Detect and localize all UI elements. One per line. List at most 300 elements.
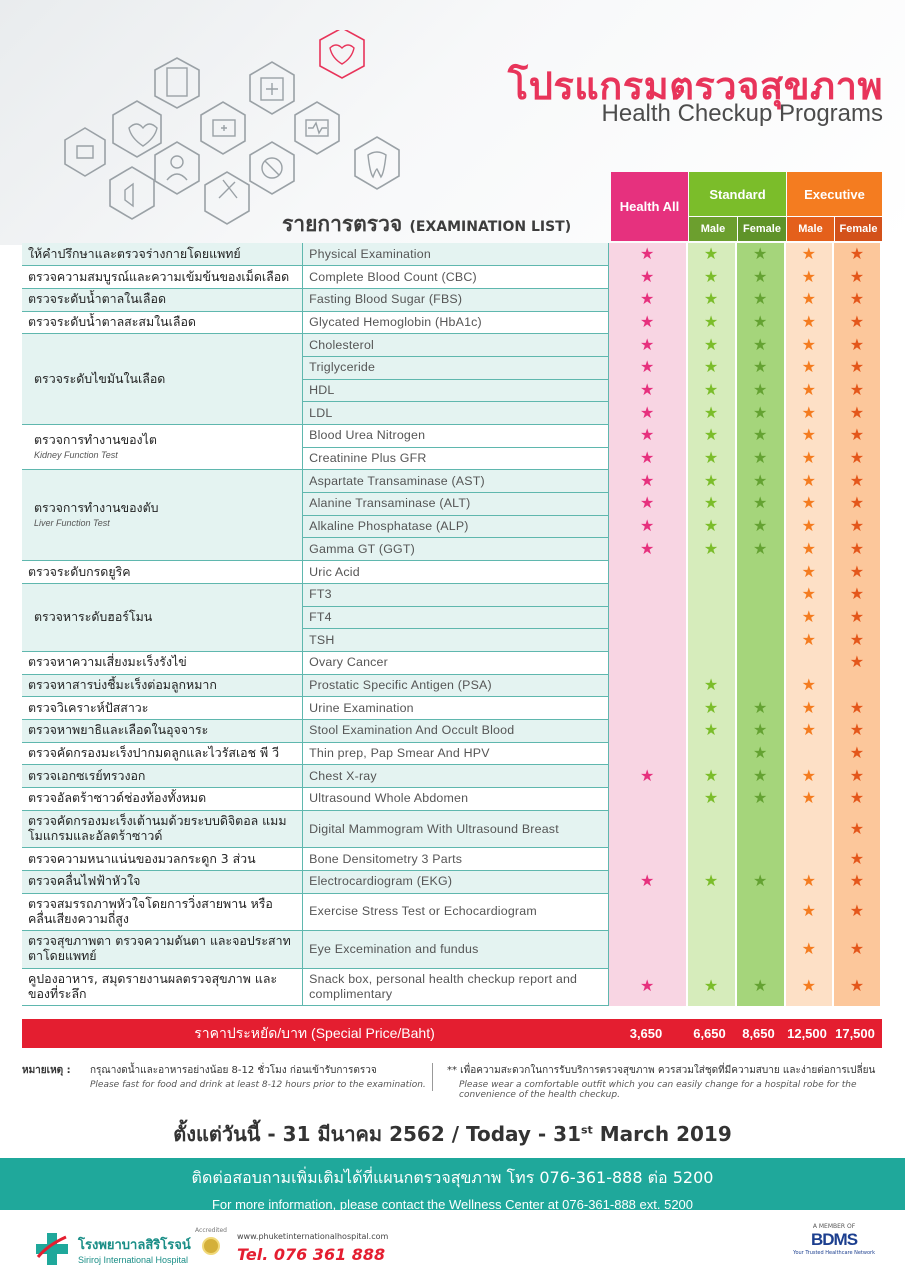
cell-executive-female xyxy=(833,893,881,931)
cell-standard-female xyxy=(736,765,785,788)
date-suffix: st xyxy=(581,1123,593,1137)
cell-standard-male xyxy=(687,674,736,697)
date-end: March 2019 xyxy=(592,1122,732,1146)
star-icon: ★ xyxy=(703,720,719,740)
star-icon: ★ xyxy=(849,848,865,868)
table-row xyxy=(22,697,881,720)
cell-standard-male xyxy=(687,515,736,538)
cell-executive-female xyxy=(833,583,881,606)
cell-health-all xyxy=(608,765,686,788)
accreditation-badge xyxy=(193,1227,229,1255)
exam-name-english: Prostatic Specific Antigen (PSA) xyxy=(303,674,609,697)
star-icon: ★ xyxy=(703,493,719,513)
cell-standard-male xyxy=(687,356,736,379)
cell-executive-female xyxy=(833,425,881,448)
cell-health-all xyxy=(608,606,686,629)
cell-executive-male xyxy=(785,893,833,931)
cell-executive-female xyxy=(833,674,881,697)
cell-executive-male xyxy=(785,765,833,788)
exam-name-english: Uric Acid xyxy=(303,561,609,584)
cell-health-all xyxy=(608,470,686,493)
exam-name-english: Aspartate Transaminase (AST) xyxy=(303,470,609,493)
star-icon: ★ xyxy=(703,243,719,263)
exam-thai-label: ตรวจคัดกรองมะเร็งเต้านมด้วยระบบดิจิตอล แมมโมแกรมและอัลตร้าซาวด์ xyxy=(28,813,287,843)
bdms-member-label: A MEMBER OF xyxy=(812,1223,856,1230)
star-icon: ★ xyxy=(703,289,719,309)
star-icon: ★ xyxy=(801,697,816,717)
exam-english-subtitle: Kidney Function Test xyxy=(34,450,118,461)
price-label: ราคาประหยัด/บาท (Special Price/Baht) xyxy=(194,1024,435,1041)
examination-list-heading xyxy=(282,208,571,241)
table-row xyxy=(22,893,881,931)
cell-standard-male xyxy=(687,848,736,871)
star-icon: ★ xyxy=(753,788,768,808)
hospital-cross-icon xyxy=(32,1229,72,1269)
star-icon: ★ xyxy=(703,357,719,377)
cell-health-all xyxy=(608,788,686,811)
exam-thai-label: ตรวจสมรรถภาพหัวใจโดยการวิ่งสายพาน หรือคลื่นเสียงความถี่สูง xyxy=(28,895,273,926)
cell-standard-female xyxy=(736,697,785,720)
cell-health-all xyxy=(608,402,686,425)
star-icon: ★ xyxy=(801,380,816,400)
star-icon: ★ xyxy=(640,765,655,785)
star-icon: ★ xyxy=(640,493,655,513)
exam-name-thai xyxy=(22,243,303,266)
cell-health-all xyxy=(608,561,686,584)
cell-health-all xyxy=(608,583,686,606)
cell-health-all xyxy=(608,334,686,357)
notes-divider xyxy=(432,1063,433,1091)
exam-thai-label: ตรวจสุขภาพตา ตรวจความดันตา และจอประสาทตาโดยแพทย์ xyxy=(28,933,291,964)
exam-english-subtitle: Liver Function Test xyxy=(34,518,110,529)
exam-name-thai xyxy=(22,697,303,720)
star-icon: ★ xyxy=(640,538,655,558)
table-row xyxy=(22,583,881,606)
price-executive-female: 17,500 xyxy=(835,1026,875,1041)
star-icon: ★ xyxy=(801,901,816,921)
cell-executive-male xyxy=(785,425,833,448)
hospital-name-thai: โรงพยาบาลสิริโรจน์ xyxy=(78,1237,191,1253)
star-icon: ★ xyxy=(849,584,865,604)
star-icon: ★ xyxy=(801,493,816,513)
cell-executive-male xyxy=(785,402,833,425)
cell-standard-female xyxy=(736,288,785,311)
cell-health-all xyxy=(608,379,686,402)
star-icon: ★ xyxy=(849,871,865,891)
cell-health-all xyxy=(608,848,686,871)
exam-name-english: Cholesterol xyxy=(303,334,609,357)
cell-health-all xyxy=(608,243,686,266)
star-icon: ★ xyxy=(640,470,655,490)
star-icon: ★ xyxy=(801,538,816,558)
cell-executive-female xyxy=(833,356,881,379)
star-icon: ★ xyxy=(849,788,865,808)
star-icon: ★ xyxy=(801,266,816,286)
cell-executive-female xyxy=(833,266,881,289)
table-row xyxy=(22,719,881,742)
cell-health-all xyxy=(608,425,686,448)
star-icon: ★ xyxy=(801,720,816,740)
cell-standard-male xyxy=(687,447,736,470)
cell-executive-male xyxy=(785,447,833,470)
star-icon: ★ xyxy=(640,516,655,536)
hospital-logo[interactable] xyxy=(32,1229,191,1269)
cell-standard-male xyxy=(687,561,736,584)
cell-health-all xyxy=(608,719,686,742)
star-icon: ★ xyxy=(801,788,816,808)
star-icon: ★ xyxy=(849,901,865,921)
star-icon: ★ xyxy=(849,493,865,513)
cell-standard-female xyxy=(736,402,785,425)
cell-standard-female xyxy=(736,538,785,561)
table-row xyxy=(22,334,881,357)
exam-name-thai xyxy=(22,674,303,697)
star-icon: ★ xyxy=(640,289,655,309)
cell-health-all xyxy=(608,538,686,561)
exam-name-english: HDL xyxy=(303,379,609,402)
cell-executive-female xyxy=(833,606,881,629)
cell-standard-female xyxy=(736,425,785,448)
cell-health-all xyxy=(608,651,686,674)
star-icon: ★ xyxy=(753,380,768,400)
star-icon: ★ xyxy=(849,266,865,286)
star-icon: ★ xyxy=(753,470,768,490)
cell-standard-male xyxy=(687,266,736,289)
star-icon: ★ xyxy=(801,938,816,958)
table-row xyxy=(22,651,881,674)
exam-name-english: Blood Urea Nitrogen xyxy=(303,425,609,448)
star-icon: ★ xyxy=(753,266,768,286)
price-standard-male: 6,650 xyxy=(693,1026,726,1041)
exam-name-thai xyxy=(22,719,303,742)
exam-name-english: Ultrasound Whole Abdomen xyxy=(303,788,609,811)
star-icon: ★ xyxy=(703,425,719,445)
star-icon: ★ xyxy=(703,765,719,785)
exam-name-english: FT4 xyxy=(303,606,609,629)
cell-health-all xyxy=(608,447,686,470)
cell-standard-male xyxy=(687,719,736,742)
cell-standard-female xyxy=(736,515,785,538)
cell-standard-female xyxy=(736,651,785,674)
table-row xyxy=(22,742,881,765)
cell-executive-female xyxy=(833,243,881,266)
cell-standard-male xyxy=(687,931,736,969)
date-text: ตั้งแต่วันนี้ - 31 มีนาคม 2562 / Today - 31 xyxy=(173,1122,581,1146)
star-icon: ★ xyxy=(801,976,816,996)
price-row xyxy=(22,1019,882,1048)
star-icon: ★ xyxy=(703,788,719,808)
cell-standard-female xyxy=(736,848,785,871)
star-icon: ★ xyxy=(849,425,865,445)
star-icon: ★ xyxy=(849,311,865,331)
note-outfit-english: Please wear a comfortable outfit which you can easily change for a hospital robe for the convenience of the health checkup. xyxy=(459,1080,857,1100)
exam-thai-label: ตรวจการทำงานของตับ xyxy=(34,500,159,516)
exam-name-english: Physical Examination xyxy=(303,243,609,266)
star-icon: ★ xyxy=(849,818,865,838)
exam-list-english: (EXAMINATION LIST) xyxy=(409,219,572,235)
star-icon: ★ xyxy=(753,765,768,785)
cell-standard-female xyxy=(736,379,785,402)
package-executive-header: Executive xyxy=(787,172,882,216)
exam-name-thai xyxy=(22,266,303,289)
cell-standard-female xyxy=(736,674,785,697)
exam-name-english: Digital Mammogram With Ultrasound Breast xyxy=(303,810,609,848)
cell-executive-male xyxy=(785,674,833,697)
star-icon: ★ xyxy=(703,448,719,468)
cell-standard-male xyxy=(687,606,736,629)
exam-name-thai xyxy=(22,893,303,931)
cell-executive-female xyxy=(833,402,881,425)
cell-standard-female xyxy=(736,311,785,334)
exam-name-thai xyxy=(22,311,303,334)
star-icon: ★ xyxy=(753,720,768,740)
exam-name-thai xyxy=(22,870,303,893)
star-icon: ★ xyxy=(703,380,719,400)
cell-health-all xyxy=(608,288,686,311)
table-row xyxy=(22,848,881,871)
cell-executive-female xyxy=(833,538,881,561)
executive-male-header: Male xyxy=(787,217,834,241)
cell-standard-male xyxy=(687,870,736,893)
exam-thai-label: ตรวจวิเคราะห์ปัสสาวะ xyxy=(28,699,149,715)
exam-name-english: Exercise Stress Test or Echocardiogram xyxy=(303,893,609,931)
exam-thai-label: คูปองอาหาร, สมุดรายงานผลตรวจสุขภาพ และของที่ระลึก xyxy=(28,970,278,1001)
exam-name-thai xyxy=(22,334,303,425)
star-icon: ★ xyxy=(753,357,768,377)
exam-thai-label: ตรวจหาระดับฮอร์โมน xyxy=(34,608,153,624)
star-icon: ★ xyxy=(703,538,719,558)
table-row xyxy=(22,266,881,289)
star-icon: ★ xyxy=(801,584,816,604)
cell-executive-female xyxy=(833,968,881,1006)
cell-standard-male xyxy=(687,493,736,516)
cell-standard-male xyxy=(687,402,736,425)
table-row xyxy=(22,870,881,893)
star-icon: ★ xyxy=(703,311,719,331)
exam-name-thai xyxy=(22,651,303,674)
cell-health-all xyxy=(608,266,686,289)
hospital-name-english: Siriroj International Hospital xyxy=(78,1254,189,1265)
cell-executive-male xyxy=(785,810,833,848)
note-fasting-thai: กรุณางดน้ำและอาหารอย่างน้อย 8-12 ชั่วโมง ก่อนเข้ารับการตรวจ xyxy=(90,1065,377,1076)
cell-standard-male xyxy=(687,651,736,674)
cell-standard-female xyxy=(736,470,785,493)
star-icon: ★ xyxy=(801,357,816,377)
cell-standard-male xyxy=(687,629,736,652)
exam-thai-label: ตรวจการทำงานของไต xyxy=(34,432,157,448)
accreditation-seal-icon xyxy=(202,1237,220,1255)
cell-standard-female xyxy=(736,629,785,652)
star-icon: ★ xyxy=(801,561,816,581)
cell-health-all xyxy=(608,629,686,652)
exam-thai-label: ตรวจระดับไขมันในเลือด xyxy=(34,370,166,386)
table-row xyxy=(22,561,881,584)
exam-thai-label: ตรวจระดับน้ำตาลในเลือด xyxy=(28,291,167,307)
star-icon: ★ xyxy=(640,357,655,377)
star-icon: ★ xyxy=(801,243,816,263)
star-icon: ★ xyxy=(640,976,655,996)
cell-executive-male xyxy=(785,583,833,606)
exam-thai-label: ตรวจหาความเสี่ยงมะเร็งรังไข่ xyxy=(28,654,187,670)
exam-name-english: Alanine Transaminase (ALT) xyxy=(303,493,609,516)
cell-executive-female xyxy=(833,742,881,765)
footer xyxy=(0,1215,905,1280)
exam-name-thai xyxy=(22,968,303,1006)
exam-thai-label: ตรวจอัลตร้าซาวด์ช่องท้องทั้งหมด xyxy=(28,790,207,806)
cell-executive-male xyxy=(785,742,833,765)
exam-list-thai: รายการตรวจ xyxy=(282,212,403,236)
star-icon: ★ xyxy=(703,402,719,422)
page-title-english: Health Checkup Programs xyxy=(601,100,883,127)
cell-executive-female xyxy=(833,515,881,538)
star-icon: ★ xyxy=(801,516,816,536)
cell-standard-male xyxy=(687,334,736,357)
accredited-label: Accredited xyxy=(195,1227,227,1234)
contact-thai: ติดต่อสอบถามเพิ่มเติมได้ที่แผนกตรวจสุขภาพ โทร 076-361-888 ต่อ 5200 xyxy=(191,1168,714,1187)
telephone-number[interactable]: Tel. 076 361 888 xyxy=(237,1245,386,1264)
cell-executive-female xyxy=(833,379,881,402)
cell-standard-male xyxy=(687,538,736,561)
star-icon: ★ xyxy=(753,538,768,558)
exam-name-thai xyxy=(22,583,303,651)
cell-executive-female xyxy=(833,870,881,893)
exam-name-english: TSH xyxy=(303,629,609,652)
star-icon: ★ xyxy=(753,976,768,996)
bdms-name: BDMS xyxy=(811,1230,858,1249)
cell-executive-female xyxy=(833,719,881,742)
cell-standard-male xyxy=(687,697,736,720)
star-icon: ★ xyxy=(849,516,865,536)
cell-executive-male xyxy=(785,538,833,561)
star-icon: ★ xyxy=(849,243,865,263)
star-icon: ★ xyxy=(801,289,816,309)
cell-executive-male xyxy=(785,651,833,674)
cell-executive-female xyxy=(833,629,881,652)
cell-standard-female xyxy=(736,243,785,266)
exam-name-english: Triglyceride xyxy=(303,356,609,379)
star-icon: ★ xyxy=(640,425,655,445)
star-icon: ★ xyxy=(753,402,768,422)
exam-name-english: Complete Blood Count (CBC) xyxy=(303,266,609,289)
price-standard-female: 8,650 xyxy=(742,1026,775,1041)
website-link[interactable]: www.phuketinternationalhospital.com xyxy=(237,1232,389,1241)
contact-banner xyxy=(0,1158,905,1210)
star-icon: ★ xyxy=(849,765,865,785)
cell-executive-male xyxy=(785,606,833,629)
cell-executive-male xyxy=(785,470,833,493)
cell-executive-female xyxy=(833,288,881,311)
cell-standard-male xyxy=(687,968,736,1006)
cell-standard-female xyxy=(736,719,785,742)
cell-standard-female xyxy=(736,742,785,765)
cell-executive-female xyxy=(833,470,881,493)
bdms-logo xyxy=(793,1223,875,1256)
star-icon: ★ xyxy=(703,674,719,694)
bdms-tagline: Your Trusted Healthcare Network xyxy=(793,1250,875,1256)
cell-standard-male xyxy=(687,893,736,931)
cell-health-all xyxy=(608,893,686,931)
cell-executive-male xyxy=(785,243,833,266)
cell-standard-male xyxy=(687,765,736,788)
cell-standard-female xyxy=(736,606,785,629)
exam-name-english: Fasting Blood Sugar (FBS) xyxy=(303,288,609,311)
exam-name-english: Ovary Cancer xyxy=(303,651,609,674)
star-icon: ★ xyxy=(849,561,865,581)
star-icon: ★ xyxy=(849,357,865,377)
exam-name-english: Creatinine Plus GFR xyxy=(303,447,609,470)
cell-health-all xyxy=(608,968,686,1006)
cell-health-all xyxy=(608,742,686,765)
cell-executive-male xyxy=(785,379,833,402)
cell-standard-female xyxy=(736,788,785,811)
note-fasting-english: Please fast for food and drink at least 8-12 hours prior to the examination. xyxy=(90,1080,426,1090)
exam-name-thai xyxy=(22,561,303,584)
cell-executive-male xyxy=(785,848,833,871)
exam-thai-label: ตรวจเอกซเรย์ทรวงอก xyxy=(28,767,146,783)
star-icon: ★ xyxy=(753,289,768,309)
star-icon: ★ xyxy=(703,470,719,490)
star-icon: ★ xyxy=(703,334,719,354)
exam-name-thai xyxy=(22,765,303,788)
star-icon: ★ xyxy=(640,266,655,286)
cell-standard-female xyxy=(736,334,785,357)
cell-standard-male xyxy=(687,243,736,266)
star-icon: ★ xyxy=(703,697,719,717)
star-icon: ★ xyxy=(801,871,816,891)
star-icon: ★ xyxy=(849,334,865,354)
star-icon: ★ xyxy=(801,334,816,354)
cell-standard-female xyxy=(736,931,785,969)
cell-standard-female xyxy=(736,561,785,584)
star-icon: ★ xyxy=(753,697,768,717)
exam-name-thai xyxy=(22,848,303,871)
exam-name-thai xyxy=(22,425,303,470)
star-icon: ★ xyxy=(849,289,865,309)
cell-standard-male xyxy=(687,810,736,848)
cell-executive-male xyxy=(785,870,833,893)
star-icon: ★ xyxy=(801,402,816,422)
validity-date xyxy=(0,1118,905,1150)
cell-executive-male xyxy=(785,968,833,1006)
table-row xyxy=(22,243,881,266)
star-icon: ★ xyxy=(801,425,816,445)
star-icon: ★ xyxy=(753,871,768,891)
star-icon: ★ xyxy=(640,311,655,331)
cell-executive-female xyxy=(833,651,881,674)
star-icon: ★ xyxy=(640,448,655,468)
star-icon: ★ xyxy=(849,448,865,468)
cell-executive-female xyxy=(833,765,881,788)
star-icon: ★ xyxy=(640,380,655,400)
star-icon: ★ xyxy=(703,516,719,536)
exam-name-english: Urine Examination xyxy=(303,697,609,720)
star-icon: ★ xyxy=(801,629,816,649)
cell-executive-female xyxy=(833,311,881,334)
cell-executive-female xyxy=(833,810,881,848)
cell-executive-male xyxy=(785,334,833,357)
cell-health-all xyxy=(608,870,686,893)
star-icon: ★ xyxy=(849,976,865,996)
star-icon: ★ xyxy=(801,765,816,785)
cell-executive-male xyxy=(785,629,833,652)
cell-standard-female xyxy=(736,870,785,893)
cell-standard-female xyxy=(736,893,785,931)
cell-standard-male xyxy=(687,470,736,493)
star-icon: ★ xyxy=(849,629,865,649)
star-icon: ★ xyxy=(801,470,816,490)
star-icon: ★ xyxy=(849,697,865,717)
table-row xyxy=(22,931,881,969)
